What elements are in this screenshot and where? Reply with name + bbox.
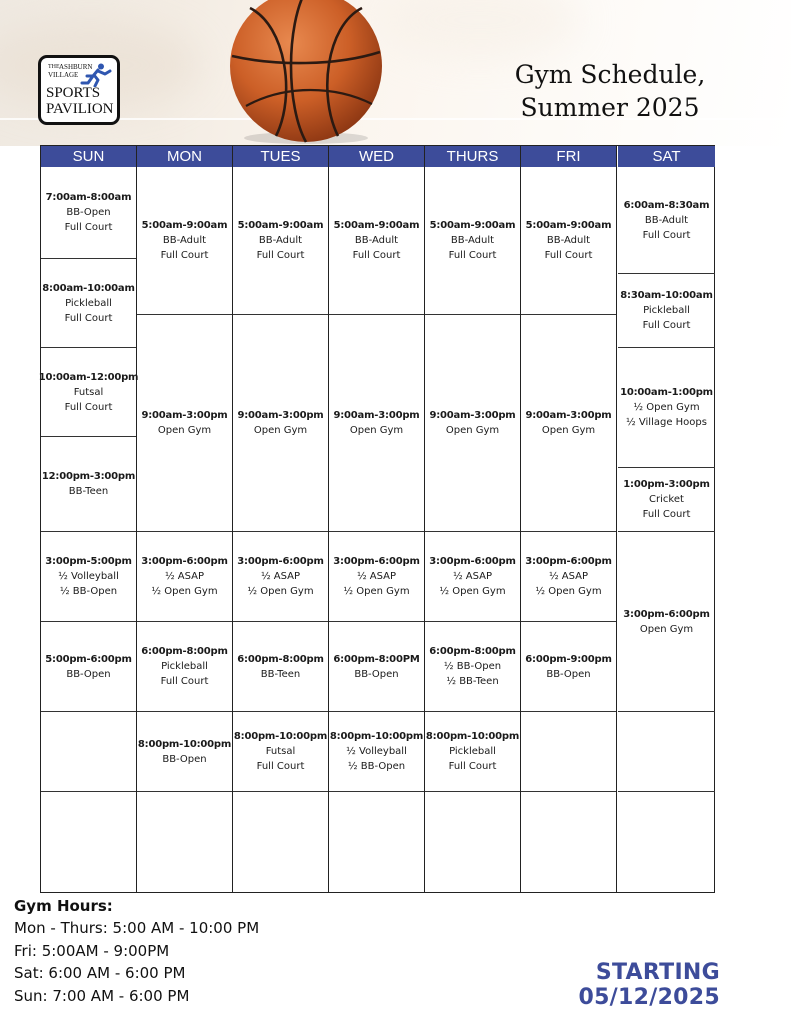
schedule-slot (329, 532, 424, 622)
schedule-slot (425, 167, 520, 315)
day-column-fri (521, 146, 617, 892)
slot-time: 7:00am-8:00am (45, 192, 132, 203)
slot-activity: ½ Open Gym (633, 402, 700, 413)
gym-hours (14, 895, 259, 1007)
slot-time: 5:00am-9:00am (141, 220, 228, 231)
slot-activity: ½ BB-Open (347, 761, 406, 772)
slot-activity: ½ BB-Teen (446, 676, 499, 687)
slot-activity: BB-Adult (450, 235, 495, 246)
day-header: FRI (521, 146, 616, 167)
title-line: Gym Schedule, (514, 60, 706, 89)
slot-activity: ½ ASAP (164, 571, 205, 582)
slot-activity: Full Court (642, 229, 691, 241)
schedule-slot (329, 712, 424, 792)
slot-activity: Full Court (256, 761, 305, 772)
slot-activity: BB-Adult (546, 235, 591, 246)
slot-activity: BB-Open (66, 207, 111, 218)
empty-slot (329, 792, 424, 892)
slot-activity: ½ ASAP (452, 571, 493, 582)
empty-slot (137, 792, 232, 892)
slot-activity: BB-Open (66, 668, 111, 680)
slot-activity: Full Court (642, 509, 691, 520)
slot-time: 6:00pm-8:00pm (429, 646, 516, 657)
schedule-slot (233, 622, 328, 712)
slot-activity: ½ Volleyball (58, 571, 119, 582)
schedule-slot (521, 167, 616, 315)
logo-text: THE (48, 64, 60, 70)
slot-activity: ½ Volleyball (346, 746, 407, 757)
slot-activity: Cricket (649, 494, 684, 505)
slot-activity: ½ Open Gym (247, 586, 314, 597)
day-header: SUN (41, 146, 136, 167)
schedule-slot (233, 712, 328, 792)
schedule-slot (425, 622, 520, 712)
empty-slot (425, 792, 520, 892)
gym-hours-line: Fri: 5:00AM - 9:00PM (14, 941, 170, 960)
gym-hours-line: Sat: 6:00 AM - 6:00 PM (14, 964, 186, 982)
title-line: Summer 2025 (520, 93, 700, 122)
slot-activity: Full Court (160, 676, 209, 687)
gym-hours-line: Mon - Thurs: 5:00 AM - 10:00 PM (14, 919, 260, 937)
slot-time: 8:30am-10:00am (620, 290, 713, 301)
slot-time: 5:00am-9:00am (429, 220, 516, 231)
logo-text: ASHBURN (59, 63, 93, 71)
slot-activity: Open Gym (445, 425, 500, 436)
schedule-slot (137, 532, 232, 622)
schedule-grid (40, 145, 715, 893)
slot-activity: Full Court (64, 401, 113, 413)
day-column-mon (137, 146, 233, 892)
slot-time: 8:00pm-10:00pm (425, 731, 520, 742)
day-column-sat (618, 146, 715, 892)
background-glow (380, 0, 580, 60)
slot-activity: ½ BB-Open (443, 661, 502, 672)
schedule-slot (41, 622, 136, 712)
starting-date: STARTING 05/12/2025 (578, 960, 720, 1010)
schedule-slot (618, 274, 715, 348)
slot-time: 8:00pm-10:00pm (137, 738, 232, 750)
slot-time: 10:00am-1:00pm (620, 387, 713, 398)
day-header: THURS (425, 146, 520, 167)
slot-time: 3:00pm-6:00pm (333, 556, 420, 567)
schedule-slot (329, 622, 424, 712)
schedule-slot (137, 315, 232, 532)
empty-slot (41, 792, 136, 892)
schedule-slot (41, 167, 136, 259)
schedule-slot (233, 315, 328, 532)
gym-hours-line: Sun: 7:00 AM - 6:00 PM (14, 986, 190, 1005)
day-header: TUES (233, 146, 328, 167)
header-banner (0, 0, 791, 146)
empty-slot (521, 712, 616, 792)
slot-time: 9:00am-3:00pm (141, 410, 228, 421)
slot-time: 9:00am-3:00pm (429, 410, 516, 421)
schedule-slot (618, 532, 715, 712)
slot-time: 8:00pm-10:00pm (329, 731, 424, 742)
slot-activity: Pickleball (65, 297, 112, 309)
schedule-slot (425, 532, 520, 622)
slot-time: 9:00am-3:00pm (237, 410, 324, 421)
empty-slot (233, 792, 328, 892)
slot-activity: Pickleball (449, 746, 496, 757)
slot-activity: BB-Open (546, 668, 591, 680)
slot-time: 12:00pm-3:00pm (41, 471, 136, 482)
schedule-slot (425, 712, 520, 792)
slot-time: 10:00am-12:00pm (38, 371, 139, 383)
slot-time: 6:00pm-8:00pm (141, 646, 228, 657)
day-column-sun (38, 146, 139, 892)
slot-time: 6:00pm-8:00pm (237, 653, 324, 665)
slot-activity: ½ Open Gym (151, 586, 218, 597)
slot-activity: Full Court (256, 250, 305, 261)
day-column-tues (233, 146, 329, 892)
slot-activity: ½ BB-Open (59, 586, 118, 597)
schedule-slot (41, 437, 136, 532)
empty-slot (618, 792, 715, 892)
slot-activity: Full Court (544, 250, 593, 261)
slot-activity: Open Gym (541, 425, 596, 436)
slot-time: 8:00pm-10:00pm (233, 731, 328, 742)
slot-activity: BB-Adult (644, 214, 689, 226)
day-header: SAT (618, 146, 715, 167)
schedule-slot (329, 315, 424, 532)
slot-time: 3:00pm-5:00pm (45, 556, 132, 567)
slot-activity: BB-Adult (258, 235, 303, 246)
slot-time: 5:00pm-6:00pm (45, 653, 132, 665)
slot-activity: Full Court (352, 250, 401, 261)
slot-activity: ½ Village Hoops (626, 417, 707, 428)
slot-activity: Open Gym (253, 425, 308, 436)
day-header: MON (137, 146, 232, 167)
schedule-slot (137, 622, 232, 712)
slot-activity: Pickleball (161, 661, 208, 672)
slot-activity: Open Gym (639, 623, 694, 635)
schedule-slot (137, 167, 232, 315)
slot-time: 9:00am-3:00pm (333, 410, 420, 421)
slot-activity: ½ ASAP (260, 571, 301, 582)
slot-activity: Futsal (73, 386, 104, 398)
schedule-slot (38, 348, 139, 437)
slot-activity: Full Court (642, 320, 691, 331)
slot-activity: ½ Open Gym (535, 586, 602, 597)
slot-time: 3:00pm-6:00pm (623, 608, 710, 620)
runner-icon (79, 63, 113, 87)
slot-activity: BB-Open (162, 753, 207, 765)
slot-time: 9:00am-3:00pm (525, 410, 612, 421)
slot-activity: ½ Open Gym (343, 586, 410, 597)
slot-activity: Full Court (448, 761, 497, 772)
slot-activity: Pickleball (643, 305, 690, 316)
slot-activity: BB-Teen (68, 486, 109, 497)
schedule-slot (233, 532, 328, 622)
schedule-slot (41, 532, 136, 622)
slot-time: 3:00pm-6:00pm (525, 556, 612, 567)
slot-time: 8:00am-10:00am (42, 282, 135, 294)
slot-activity: Full Court (64, 222, 113, 233)
schedule-slot (618, 348, 715, 468)
schedule-slot (137, 712, 232, 792)
slot-time: 1:00pm-3:00pm (623, 479, 710, 490)
logo-text: PAVILION (46, 101, 114, 117)
slot-activity: ½ ASAP (356, 571, 397, 582)
slot-activity: ½ Open Gym (439, 586, 506, 597)
logo-text: SPORTS (46, 85, 101, 101)
empty-slot (618, 712, 715, 792)
slot-time: 3:00pm-6:00pm (237, 556, 324, 567)
slot-activity: Full Court (448, 250, 497, 261)
slot-time: 5:00am-9:00am (525, 220, 612, 231)
slot-time: 6:00pm-8:00PM (333, 653, 420, 665)
schedule-slot (41, 259, 136, 348)
empty-slot (41, 712, 136, 792)
slot-time: 6:00pm-9:00pm (525, 653, 612, 665)
schedule-slot (618, 167, 715, 274)
slot-time: 5:00am-9:00am (237, 220, 324, 231)
slot-activity: Futsal (265, 746, 296, 757)
slot-activity: BB-Adult (354, 235, 399, 246)
day-header: WED (329, 146, 424, 167)
schedule-slot (521, 315, 616, 532)
slot-activity: Full Court (64, 312, 113, 324)
schedule-slot (618, 468, 715, 532)
slot-activity: Full Court (160, 250, 209, 261)
slot-activity: BB-Teen (260, 668, 301, 680)
slot-time: 3:00pm-6:00pm (429, 556, 516, 567)
slot-time: 3:00pm-6:00pm (141, 556, 228, 567)
empty-slot (521, 792, 616, 892)
schedule-slot (521, 532, 616, 622)
slot-time: 6:00am-8:30am (623, 199, 710, 211)
slot-activity: BB-Adult (162, 235, 207, 246)
basketball-image (226, 0, 386, 146)
gym-hours-title: Gym Hours: (14, 897, 113, 915)
schedule-slot (425, 315, 520, 532)
schedule-slot (233, 167, 328, 315)
day-column-thurs (425, 146, 521, 892)
sports-pavilion-logo (38, 55, 120, 125)
slot-activity: Open Gym (349, 425, 404, 436)
slot-activity: ½ ASAP (548, 571, 589, 582)
logo-text: VILLAGE (48, 71, 79, 79)
day-column-wed (329, 146, 425, 892)
schedule-slot (329, 167, 424, 315)
page-title (500, 58, 720, 124)
slot-activity: BB-Open (354, 668, 399, 680)
slot-activity: Open Gym (157, 425, 212, 436)
slot-time: 5:00am-9:00am (333, 220, 420, 231)
schedule-slot (521, 622, 616, 712)
